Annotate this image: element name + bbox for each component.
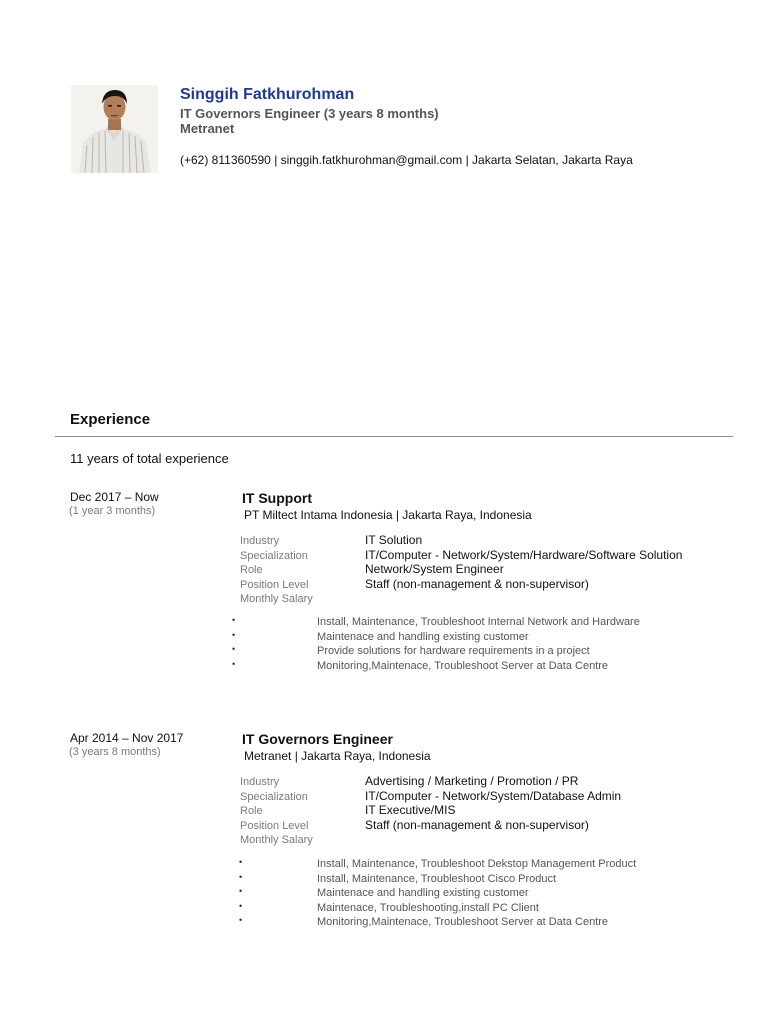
duty-item xyxy=(239,916,719,931)
detail-value: IT/Computer - Network/System/Hardware/Software Solution xyxy=(365,547,683,562)
job-title: IT Support xyxy=(242,490,312,506)
duty-item xyxy=(232,631,712,646)
job-duration: (1 year 3 months) xyxy=(69,505,156,517)
duty-item xyxy=(239,902,719,917)
detail-value: IT Executive/MIS xyxy=(365,803,456,817)
duty-item xyxy=(239,873,719,888)
detail-label: Role xyxy=(240,564,263,576)
duty-text: Install, Maintenance, Troubleshoot Cisco Product xyxy=(317,872,557,885)
candidate-name: Singgih Fatkhurohman xyxy=(180,86,355,103)
detail-label: Position Level xyxy=(240,819,309,832)
contact-info: (+62) 811360590 | singgih.fatkhurohman@gmail.com | Jakarta Selatan, Jakarta Raya xyxy=(180,153,633,167)
detail-row xyxy=(240,804,720,819)
duty-text: Maintenace and handling existing customer xyxy=(317,630,529,643)
duty-text: Maintenace, Troubleshooting,install PC Client xyxy=(317,901,539,914)
duty-text: Monitoring,Maintenace, Troubleshoot Server at Data Centre xyxy=(317,659,609,672)
job-duration: (3 years 8 months) xyxy=(69,746,161,758)
duty-text: Provide solutions for hardware requirements in a project xyxy=(317,645,590,658)
job-title: IT Governors Engineer xyxy=(242,731,393,747)
job-dates: Apr 2014 – Nov 2017 xyxy=(70,731,184,745)
duty-item xyxy=(239,858,719,873)
job-details xyxy=(240,534,720,607)
detail-row xyxy=(240,775,720,790)
profile-photo xyxy=(71,85,158,173)
duty-text: Install, Maintenance, Troubleshoot Internal Network and Hardware xyxy=(317,616,640,628)
detail-row xyxy=(240,790,720,805)
detail-value: IT/Computer - Network/System/Database Admin xyxy=(365,788,622,803)
detail-label: Position Level xyxy=(240,578,309,591)
job-employer: PT Miltect Intama Indonesia | Jakarta Raya, Indonesia xyxy=(244,508,532,522)
detail-row xyxy=(240,549,720,564)
bullet-icon: • xyxy=(232,644,236,655)
detail-row xyxy=(240,534,720,549)
current-company: Metranet xyxy=(180,121,235,136)
current-position: IT Governors Engineer (3 years 8 months) xyxy=(180,106,439,121)
detail-label: Specialization xyxy=(240,790,308,803)
total-experience: 11 years of total experience xyxy=(70,451,229,466)
detail-label: Monthly Salary xyxy=(240,593,313,605)
detail-value: Staff (non-management & non-supervisor) xyxy=(365,576,589,591)
bullet-icon: • xyxy=(232,615,236,625)
detail-label: Industry xyxy=(240,776,280,788)
detail-label: Role xyxy=(240,805,263,817)
duty-text: Install, Maintenance, Troubleshoot Dekstop Management Product xyxy=(317,858,637,870)
detail-label: Industry xyxy=(240,535,280,547)
detail-row xyxy=(240,833,720,848)
detail-value: Advertising / Marketing / Promotion / PR xyxy=(365,774,579,788)
detail-value: IT Solution xyxy=(365,533,423,547)
bullet-icon: • xyxy=(239,900,243,911)
job-employer: Metranet | Jakarta Raya, Indonesia xyxy=(244,749,431,763)
detail-label: Monthly Salary xyxy=(240,834,313,846)
duty-item xyxy=(232,660,712,675)
bullet-icon: • xyxy=(239,871,243,882)
job-dates: Dec 2017 – Now xyxy=(70,490,159,504)
duty-text: Maintenace and handling existing customer xyxy=(317,887,529,900)
detail-row xyxy=(240,578,720,593)
experience-heading: Experience xyxy=(70,411,151,428)
job-duties xyxy=(239,858,719,931)
detail-value: Staff (non-management & non-supervisor) xyxy=(365,817,589,832)
duty-text: Monitoring,Maintenace, Troubleshoot Server at Data Centre xyxy=(317,916,609,929)
bullet-icon: • xyxy=(239,915,243,926)
bullet-icon: • xyxy=(232,658,236,669)
detail-row xyxy=(240,592,720,607)
detail-row xyxy=(240,819,720,834)
duty-item xyxy=(232,616,712,631)
detail-row xyxy=(240,563,720,578)
bullet-icon: • xyxy=(232,629,236,640)
bullet-icon: • xyxy=(239,857,243,867)
duty-item xyxy=(232,645,712,660)
detail-label: Specialization xyxy=(240,549,308,562)
section-divider xyxy=(55,436,733,437)
job-details xyxy=(240,775,720,848)
bullet-icon: • xyxy=(239,886,243,897)
job-duties xyxy=(232,616,712,674)
duty-item xyxy=(239,887,719,902)
detail-value: Network/System Engineer xyxy=(365,562,504,576)
